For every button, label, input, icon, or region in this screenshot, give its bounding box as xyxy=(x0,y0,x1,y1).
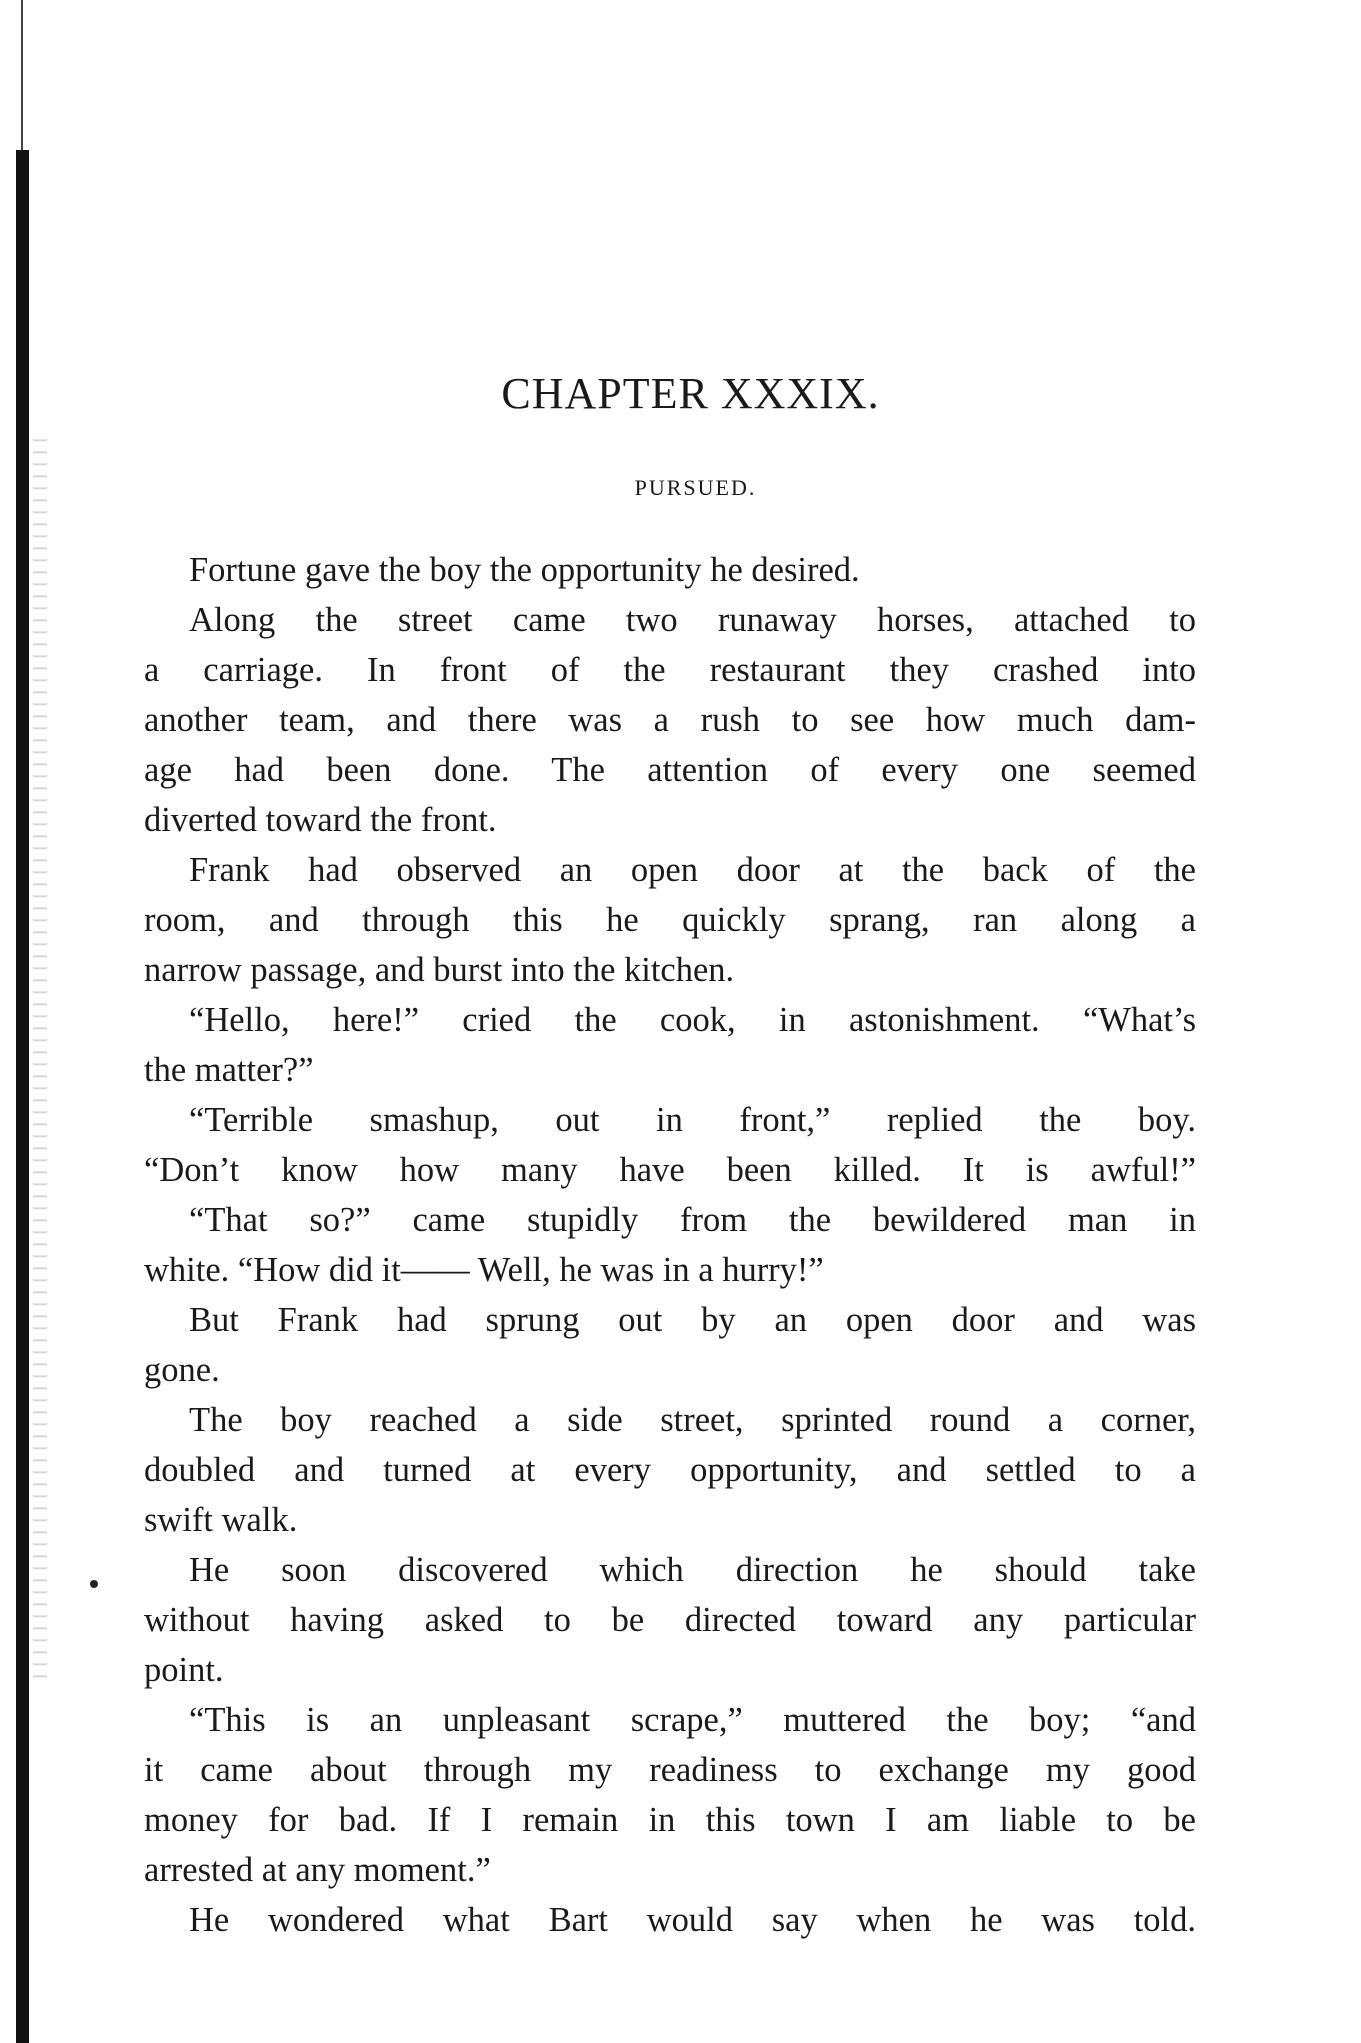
text-line: diverted toward the front. xyxy=(144,801,497,839)
text-line: Fortune gave the boy the opportunity he desired. xyxy=(189,551,860,589)
text-line: “That so?” came stupidly from the bewildered man in xyxy=(189,1201,1196,1239)
text-line: a carriage. In front of the restaurant they crashed into xyxy=(144,651,1196,689)
text-line: another team, and there was a rush to see how much dam- xyxy=(144,701,1196,739)
body-text xyxy=(144,545,1196,1945)
text-line: it came about through my readiness to exchange my good xyxy=(144,1751,1196,1789)
text-line: narrow passage, and burst into the kitchen. xyxy=(144,951,735,989)
text-line: “Don’t know how many have been killed. It is awful!” xyxy=(144,1151,1196,1189)
text-line: age had been done. The attention of every one seemed xyxy=(144,751,1196,789)
text-line: swift walk. xyxy=(144,1501,298,1539)
text-line: The boy reached a side street, sprinted round a corner, xyxy=(189,1401,1196,1439)
text-line: arrested at any moment.” xyxy=(144,1851,491,1889)
margin-mark xyxy=(90,1580,98,1588)
text-line: He soon discovered which direction he should take xyxy=(189,1551,1196,1589)
text-line: Along the street came two runaway horses, attached to xyxy=(189,601,1196,639)
text-line: money for bad. If I remain in this town I am liable to be xyxy=(144,1801,1196,1839)
text-line: He wondered what Bart would say when he was told. xyxy=(189,1901,1196,1939)
chapter-subtitle: PURSUED. xyxy=(634,475,757,500)
chapter-title: CHAPTER XXXIX. xyxy=(501,369,880,418)
text-line: without having asked to be directed toward any particular xyxy=(144,1601,1196,1639)
binding-line xyxy=(21,0,23,150)
text-line: point. xyxy=(144,1651,224,1689)
text-line: “This is an unpleasant scrape,” muttered the boy; “and xyxy=(189,1701,1196,1739)
scan-speckle xyxy=(33,430,47,1680)
text-line: gone. xyxy=(144,1351,220,1389)
text-line: white. “How did it—— Well, he was in a hurry!” xyxy=(144,1251,824,1289)
text-line: “Terrible smashup, out in front,” replied the boy. xyxy=(189,1101,1196,1139)
binding-edge xyxy=(16,150,29,2043)
text-line: But Frank had sprung out by an open door and was xyxy=(189,1301,1196,1339)
text-line: the matter?” xyxy=(144,1051,314,1089)
text-line: doubled and turned at every opportunity, and settled to a xyxy=(144,1451,1196,1489)
text-line: room, and through this he quickly sprang, ran along a xyxy=(144,901,1196,939)
text-line: “Hello, here!” cried the cook, in astonishment. “What’s xyxy=(189,1001,1196,1039)
text-line: Frank had observed an open door at the back of the xyxy=(189,851,1196,889)
